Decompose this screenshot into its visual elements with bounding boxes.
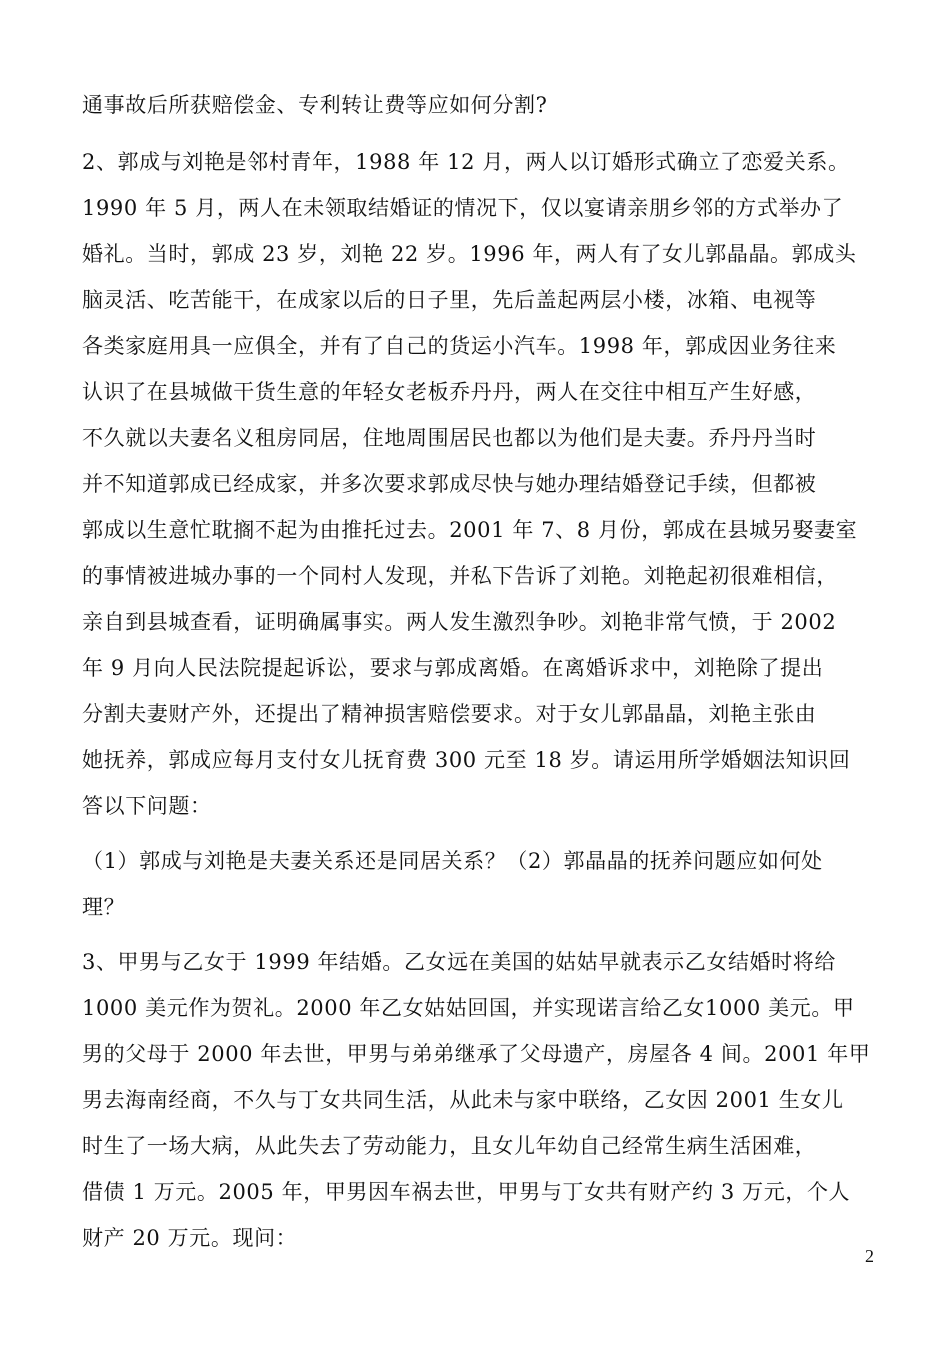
- text-line: 理？: [82, 895, 126, 919]
- text-line: 男去海南经商，不久与丁女共同生活，从此未与家中联络，乙女因 2001 生女儿: [82, 1088, 844, 1112]
- text-line: 男的父母于 2000 年去世，甲男与弟弟继承了父母遗产，房屋各 4 间。2001 年甲: [82, 1042, 871, 1066]
- text-line: 年 9 月向人民法院提起诉讼，要求与郭成离婚。在离婚诉求中，刘艳除了提出: [82, 656, 824, 680]
- text-line: 答以下问题：: [82, 794, 212, 818]
- text-line: 各类家庭用具一应俱全，并有了自己的货运小汽车。1998 年，郭成因业务往来: [82, 334, 837, 358]
- page-number: 2: [865, 1246, 874, 1266]
- text-line: 不久就以夫妻名义租房同居，住地周围居民也都以为他们是夫妻。乔丹丹当时: [82, 426, 817, 450]
- text-line: 时生了一场大病，从此失去了劳动能力，且女儿年幼自己经常生病生活困难，: [82, 1134, 817, 1158]
- text-line: 2、郭成与刘艳是邻村青年，1988 年 12 月，两人以订婚形式确立了恋爱关系。: [82, 150, 850, 174]
- text-line: 借债 1 万元。2005 年，甲男因车祸去世，甲男与丁女共有财产约 3 万元，个人: [82, 1180, 851, 1204]
- text-line: 1000 美元作为贺礼。2000 年乙女姑姑回国，并实现诺言给乙女1000 美元。甲: [82, 996, 855, 1020]
- text-line: 通事故后所获赔偿金、专利转让费等应如何分割?: [82, 93, 548, 117]
- text-line: 亲自到县城查看，证明确属事实。两人发生激烈争吵。刘艳非常气愤，于 2002: [82, 610, 837, 634]
- text-line: （1）郭成与刘艳是夫妻关系还是同居关系？（2）郭晶晶的抚养问题应如何处: [82, 849, 823, 873]
- text-line: 财产 20 万元。现问：: [82, 1226, 298, 1250]
- text-line: 她抚养，郭成应每月支付女儿抚育费 300 元至 18 岁。请运用所学婚姻法知识回: [82, 748, 851, 772]
- text-line: 并不知道郭成已经成家，并多次要求郭成尽快与她办理结婚登记手续，但都被: [82, 472, 817, 496]
- text-line: 3、甲男与乙女于 1999 年结婚。乙女远在美国的姑姑早就表示乙女结婚时将给: [82, 950, 836, 974]
- text-line: 的事情被进城办事的一个同村人发现，并私下告诉了刘艳。刘艳起初很难相信，: [82, 564, 838, 588]
- text-line: 认识了在县城做干货生意的年轻女老板乔丹丹，两人在交往中相互产生好感，: [82, 380, 817, 404]
- text-line: 分割夫妻财产外，还提出了精神损害赔偿要求。对于女儿郭晶晶，刘艳主张由: [82, 702, 817, 726]
- text-line: 婚礼。当时，郭成 23 岁，刘艳 22 岁。1996 年，两人有了女儿郭晶晶。郭成头: [82, 242, 857, 266]
- text-line: 郭成以生意忙耽搁不起为由推托过去。2001 年 7、8 月份，郭成在县城另娶妻室: [82, 518, 858, 542]
- text-line: 脑灵活、吃苦能干，在成家以后的日子里，先后盖起两层小楼，冰箱、电视等: [82, 288, 817, 312]
- text-line: 1990 年 5 月，两人在未领取结婚证的情况下，仅以宴请亲朋乡邻的方式举办了: [82, 196, 844, 220]
